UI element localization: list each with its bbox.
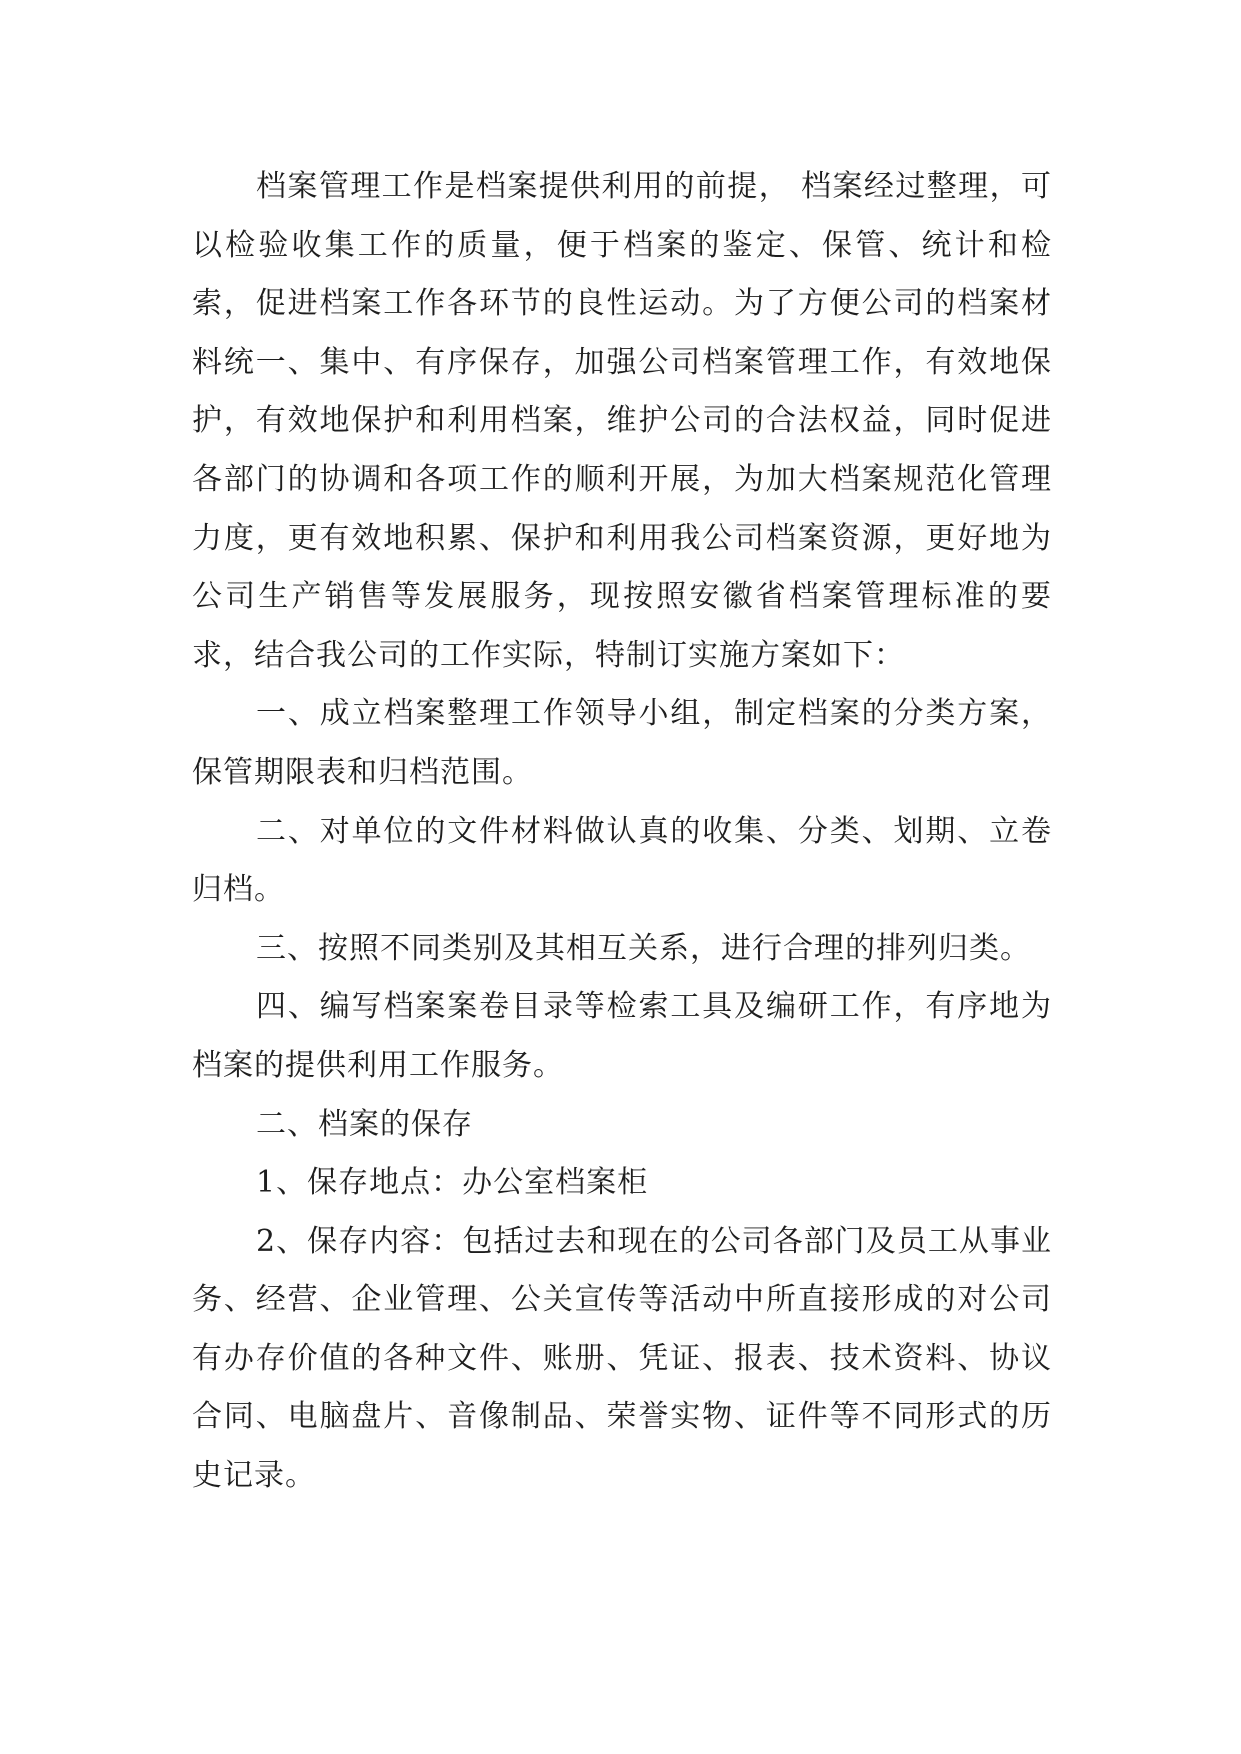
paragraph-storage-location: 1、保存地点：办公室档案柜: [256, 1165, 649, 1201]
paragraph-item-2: 二、对单位的文件材料做认真的收集、分类、划期、立卷归档。: [192, 813, 1052, 908]
paragraph-item-1: 一、成立档案整理工作领导小组，制定档案的分类方案，保管期限表和归档范围。: [192, 696, 1052, 790]
paragraph-item-3: 三、按照不同类别及其相互关系，进行合理的排列归类。: [256, 930, 1031, 966]
paragraph-item-4: 四、编写档案案卷目录等检索工具及编研工作，有序地为档案的提供利用工作服务。: [192, 989, 1052, 1083]
paragraph-storage-content: 2、保存内容：包括过去和现在的公司各部门及员工从事业务、经营、企业管理、公关宣传等活动中所直接形成的对公司有办存价值的各种文件、账册、凭证、报表、技术资料、协议合同、电脑盘片、音像制品、荣誉实物、证件等不同形式的历史记录。: [192, 1223, 1052, 1494]
paragraph-intro: 档案管理工作是档案提供利用的前提， 档案经过整理，可以检验收集工作的质量，便于档案的鉴定、保管、统计和检索，促进档案工作各环节的良性运动。为了方便公司的档案材料统一、集中、有序保存，加强公司档案管理工作，有效地保护，有效地保护和利用档案，维护公司的合法权益，同时促进各部门的协调和各项工作的顺利开展，为加大档案规范化管理力度，更有效地积累、保护和利用我公司档案资源，更好地为公司生产销售等发展服务，现按照安徽省档案管理标准的要求，结合我公司的工作实际，特制订实施方案如下：: [192, 169, 1052, 673]
document-body: [192, 158, 1052, 1506]
section-heading-storage: 二、档案的保存: [256, 1106, 473, 1142]
